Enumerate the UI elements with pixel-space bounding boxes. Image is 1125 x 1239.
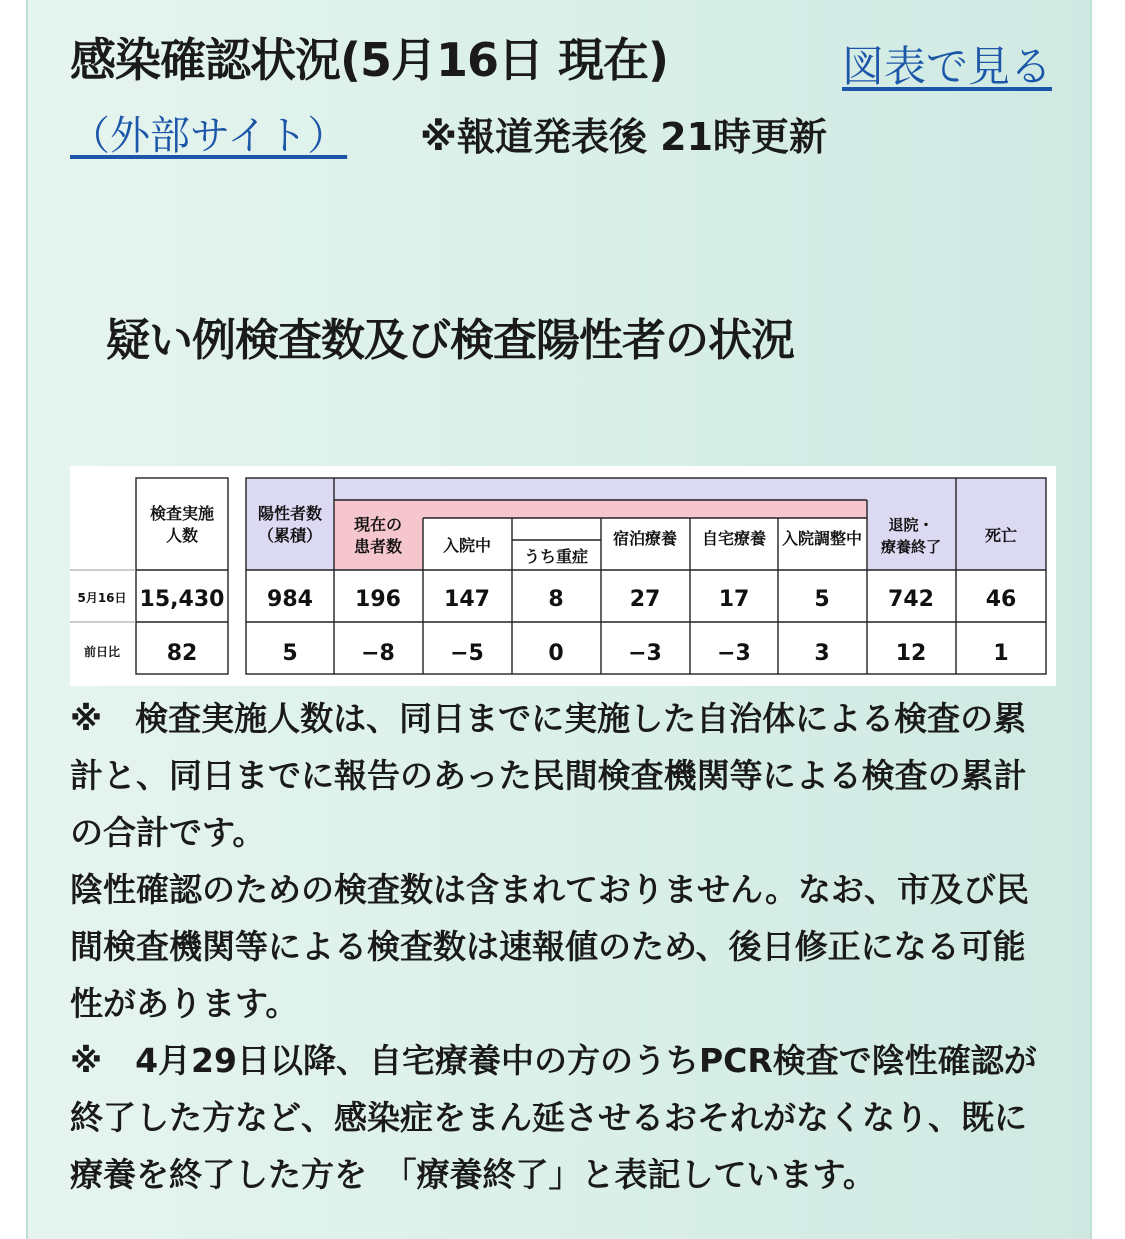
table-cell: 27 bbox=[629, 587, 661, 612]
header-tests-line1: 検査実施 bbox=[149, 504, 215, 523]
table-cell: −8 bbox=[361, 641, 395, 666]
header-current-line2: 患者数 bbox=[353, 537, 403, 556]
note-negative-check: 陰性確認のための検査数は含まれておりません。なお、市及び民間検査機関等による検査数は速報値のため、後日修正になる可能性があります。 bbox=[70, 870, 1029, 1023]
header-severe: うち重症 bbox=[523, 547, 589, 566]
table-cell: −5 bbox=[450, 641, 484, 666]
header-current-line1: 現在の bbox=[353, 515, 403, 534]
table-cell: 46 bbox=[985, 587, 1017, 612]
header-tests-line2: 人数 bbox=[165, 526, 199, 545]
table-cell: −3 bbox=[628, 641, 662, 666]
table-cell: 15,430 bbox=[139, 587, 225, 612]
header-positive-line2: （累積） bbox=[257, 526, 323, 545]
table-cell: 8 bbox=[548, 587, 564, 612]
chart-link-external-site[interactable]: （外部サイト） bbox=[70, 113, 348, 159]
table-cell: 984 bbox=[267, 587, 313, 612]
table-cell: 82 bbox=[166, 641, 198, 666]
table-cell: 5 bbox=[814, 587, 830, 612]
table-cell: 742 bbox=[888, 587, 934, 612]
update-note: ※報道発表後 21時更新 bbox=[420, 115, 828, 159]
header-deaths: 死亡 bbox=[984, 526, 1018, 545]
header-hotel: 宿泊療養 bbox=[612, 529, 678, 548]
note-recovery-label: ※ 4月29日以降、自宅療養中の方のうちPCR検査で陰性確認が終了した方など、感染症をまん延させるおそれがなくなり、既に療養を終了した方を 「療養終了」と表記しています。 bbox=[70, 1041, 1037, 1194]
notes bbox=[70, 690, 1055, 1203]
header-home: 自宅療養 bbox=[701, 529, 767, 548]
table-cell: 147 bbox=[444, 587, 490, 612]
table-cell: 196 bbox=[355, 587, 401, 612]
table-cell: 12 bbox=[895, 641, 927, 666]
header-adjusting: 入院調整中 bbox=[781, 529, 863, 548]
header-positive-line1: 陽性者数 bbox=[257, 504, 323, 523]
section-heading: 疑い例検査数及び検査陽性者の状況 bbox=[106, 315, 794, 366]
table-cell: 0 bbox=[548, 641, 564, 666]
header-discharged-line2: 療養終了 bbox=[880, 538, 942, 556]
table-cell: 5 bbox=[282, 641, 298, 666]
header-discharged-line1: 退院・ bbox=[888, 516, 934, 534]
table-cell: 1 bbox=[993, 641, 1009, 666]
table-cell: 3 bbox=[814, 641, 830, 666]
note-test-count: ※ 検査実施人数は、同日までに実施した自治体による検査の累計と、同日までに報告のあった民間検査機関等による検査の累計の合計です。 bbox=[70, 699, 1027, 852]
table-cell: 17 bbox=[718, 587, 750, 612]
page-title: 感染確認状況(5月16日 現在) bbox=[70, 33, 669, 87]
header-hospitalized: 入院中 bbox=[442, 536, 492, 555]
table-cell: −3 bbox=[717, 641, 751, 666]
row-label: 前日比 bbox=[83, 645, 121, 659]
status-table-graphic bbox=[70, 466, 1056, 686]
row-label: 5月16日 bbox=[77, 591, 127, 605]
chart-link[interactable]: 図表で見る bbox=[842, 42, 1053, 91]
status-table bbox=[70, 466, 1056, 686]
